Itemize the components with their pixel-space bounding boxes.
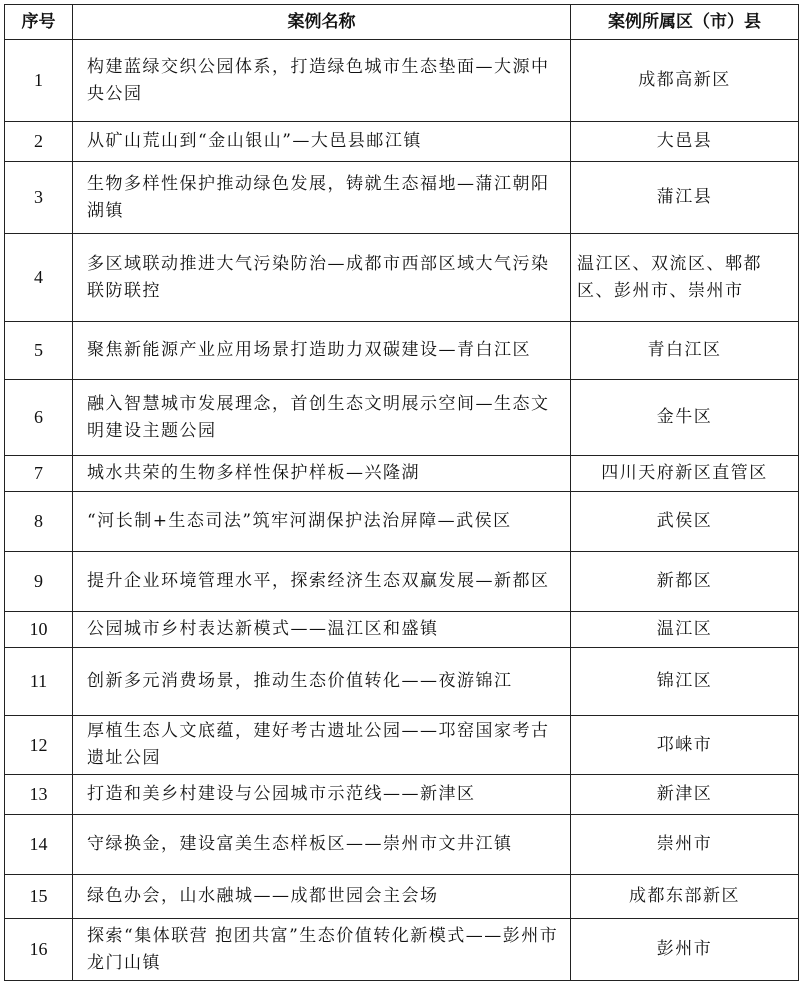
row-number: 10 bbox=[5, 612, 73, 648]
case-area: 温江区 bbox=[571, 612, 799, 648]
table-row bbox=[5, 122, 799, 162]
case-table bbox=[4, 4, 799, 981]
row-number: 12 bbox=[5, 716, 73, 775]
row-number: 4 bbox=[5, 234, 73, 322]
case-area: 新都区 bbox=[571, 552, 799, 612]
case-name: 公园城市乡村表达新模式——温江区和盛镇 bbox=[73, 612, 571, 648]
table-row bbox=[5, 552, 799, 612]
header-serial-number: 序号 bbox=[5, 5, 73, 40]
table-row bbox=[5, 322, 799, 380]
case-area: 成都高新区 bbox=[571, 40, 799, 122]
row-number: 8 bbox=[5, 492, 73, 552]
case-area: 锦江区 bbox=[571, 648, 799, 716]
case-name: 聚焦新能源产业应用场景打造助力双碳建设—青白江区 bbox=[73, 322, 571, 380]
case-name: 构建蓝绿交织公园体系，打造绿色城市生态垫面—大源中央公园 bbox=[73, 40, 571, 122]
row-number: 5 bbox=[5, 322, 73, 380]
case-area: 蒲江县 bbox=[571, 162, 799, 234]
case-name: 城水共荣的生物多样性保护样板—兴隆湖 bbox=[73, 456, 571, 492]
table-row bbox=[5, 612, 799, 648]
case-name: 生物多样性保护推动绿色发展，铸就生态福地—蒲江朝阳湖镇 bbox=[73, 162, 571, 234]
case-table-container bbox=[4, 4, 798, 981]
case-name: 绿色办会，山水融城——成都世园会主会场 bbox=[73, 875, 571, 919]
case-name: 创新多元消费场景，推动生态价值转化——夜游锦江 bbox=[73, 648, 571, 716]
table-row bbox=[5, 919, 799, 981]
case-area: 新津区 bbox=[571, 775, 799, 815]
case-area: 邛崃市 bbox=[571, 716, 799, 775]
row-number: 9 bbox=[5, 552, 73, 612]
row-number: 13 bbox=[5, 775, 73, 815]
header-case-name: 案例名称 bbox=[73, 5, 571, 40]
row-number: 16 bbox=[5, 919, 73, 981]
row-number: 6 bbox=[5, 380, 73, 456]
case-area: 成都东部新区 bbox=[571, 875, 799, 919]
row-number: 11 bbox=[5, 648, 73, 716]
table-row bbox=[5, 162, 799, 234]
case-name: 打造和美乡村建设与公园城市示范线——新津区 bbox=[73, 775, 571, 815]
case-area: 四川天府新区直管区 bbox=[571, 456, 799, 492]
case-name: 提升企业环境管理水平，探索经济生态双赢发展—新都区 bbox=[73, 552, 571, 612]
case-area: 大邑县 bbox=[571, 122, 799, 162]
table-row bbox=[5, 492, 799, 552]
table-row bbox=[5, 40, 799, 122]
case-name: “河长制+生态司法”筑牢河湖保护法治屏障—武侯区 bbox=[73, 492, 571, 552]
case-name: 多区域联动推进大气污染防治—成都市西部区域大气污染联防联控 bbox=[73, 234, 571, 322]
table-row bbox=[5, 716, 799, 775]
case-area: 金牛区 bbox=[571, 380, 799, 456]
table-row bbox=[5, 648, 799, 716]
row-number: 14 bbox=[5, 815, 73, 875]
row-number: 15 bbox=[5, 875, 73, 919]
case-name: 从矿山荒山到“金山银山”—大邑县邮江镇 bbox=[73, 122, 571, 162]
header-case-area: 案例所属区（市）县 bbox=[571, 5, 799, 40]
table-row bbox=[5, 775, 799, 815]
case-area: 彭州市 bbox=[571, 919, 799, 981]
case-area: 温江区、双流区、郫都区、彭州市、崇州市 bbox=[571, 234, 799, 322]
row-number: 3 bbox=[5, 162, 73, 234]
table-header-row bbox=[5, 5, 799, 40]
case-name: 探索“集体联营 抱团共富”生态价值转化新模式——彭州市龙门山镇 bbox=[73, 919, 571, 981]
row-number: 1 bbox=[5, 40, 73, 122]
case-name: 守绿换金，建设富美生态样板区——崇州市文井江镇 bbox=[73, 815, 571, 875]
table-row bbox=[5, 234, 799, 322]
row-number: 7 bbox=[5, 456, 73, 492]
case-area: 青白江区 bbox=[571, 322, 799, 380]
table-row bbox=[5, 875, 799, 919]
table-row bbox=[5, 815, 799, 875]
case-area: 武侯区 bbox=[571, 492, 799, 552]
row-number: 2 bbox=[5, 122, 73, 162]
case-name: 厚植生态人文底蕴，建好考古遗址公园——邛窑国家考古遗址公园 bbox=[73, 716, 571, 775]
case-name: 融入智慧城市发展理念，首创生态文明展示空间—生态文明建设主题公园 bbox=[73, 380, 571, 456]
table-row bbox=[5, 380, 799, 456]
case-area: 崇州市 bbox=[571, 815, 799, 875]
table-row bbox=[5, 456, 799, 492]
